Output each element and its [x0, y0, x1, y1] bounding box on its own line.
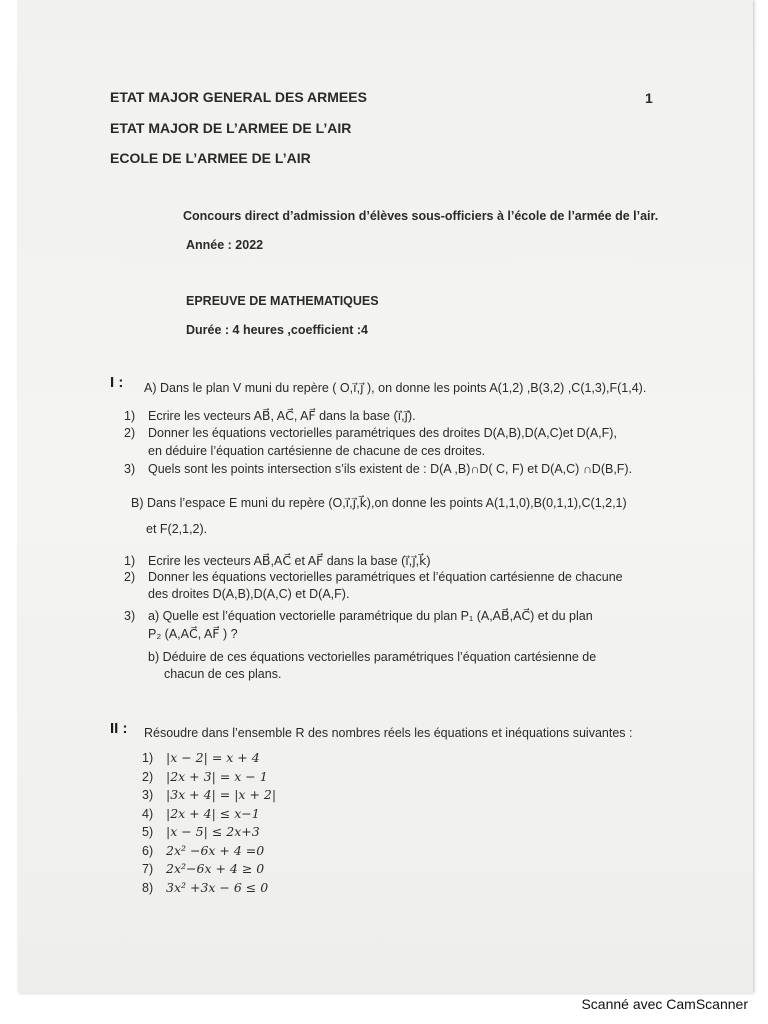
list-item: 4) |2x + 4| ≤ x−1 [142, 805, 260, 821]
list-item: chacun de ces plans. [164, 667, 282, 681]
list-item: b) Déduire de ces équations vectorielles paramétriques l’équation cartésienne de [148, 650, 597, 664]
section-1b-list [124, 553, 623, 684]
section-2-intro: Résoudre dans l’ensemble R des nombres réels les équations et inéquations suivantes : [144, 726, 633, 740]
header-line-1: ETAT MAJOR GENERAL DES ARMEES [110, 89, 367, 105]
header-line-3: ECOLE DE L’ARMEE DE L’AIR [110, 150, 311, 166]
page-number: 1 [645, 90, 653, 106]
camscanner-watermark: Scanné avec CamScanner [581, 996, 748, 1012]
list-item: 7) 2x²−6x + 4 ≥ 0 [142, 861, 265, 876]
header-line-2: ETAT MAJOR DE L’ARMEE DE L’AIR [110, 120, 352, 136]
list-item: 1) Ecrire les vecteurs AB⃗, AC⃗, AF⃗ dans la base (i⃗,j⃗). [124, 409, 416, 423]
exam-duration: Durée : 4 heures ,coefficient :4 [186, 323, 369, 337]
list-item: 1) Ecrire les vecteurs AB⃗,AC⃗ et AF⃗ dans la base (i⃗,j⃗,k⃗) [124, 554, 431, 568]
exam-subject: EPREUVE DE MATHEMATIQUES [186, 294, 379, 308]
list-item: en déduire l’équation cartésienne de chacune de ces droites. [148, 444, 486, 458]
list-item: 6) 2x² −6x + 4 =0 [142, 842, 265, 858]
section-1b-intro-line2: et F(2,1,2). [146, 522, 208, 536]
section-1a-list [124, 408, 632, 480]
list-item: 8) 3x² +3x − 6 ≤ 0 [142, 879, 269, 895]
list-item: des droites D(A,B),D(A,C) et D(A,F). [148, 587, 350, 601]
list-item: 2) Donner les équations vectorielles paramétriques et l’équation cartésienne de chacune [124, 570, 623, 584]
list-item: 1) |x − 2| = x + 4 [142, 750, 260, 765]
section-1-label: I : [110, 374, 124, 391]
section-1a-intro: A) Dans le plan V muni du repère ( O,i⃗,j⃗ ), on donne les points A(1,2) ,B(3,2) ,C(1,3),F(1,4). [144, 381, 647, 395]
list-item: 3) a) Quelle est l’équation vectorielle paramétrique du plan P₁ (A,AB⃗,AC⃗) et du plan [124, 609, 593, 623]
list-item: 3) Quels sont les points intersection s’ils existent de : D(A ,B)∩D( C, F) et D(A,C) ∩D(B,F). [124, 462, 633, 476]
section-2-list [142, 750, 276, 898]
section-2-label: II : [110, 720, 128, 737]
exam-year: Année : 2022 [186, 238, 264, 252]
section-1b-intro-line1: B) Dans l’espace E muni du repère (O,i⃗,j⃗,k⃗),on donne les points A(1,1,0),B(0,1,1),C(1,2,1) [131, 496, 627, 510]
exam-title: Concours direct d’admission d’élèves sous-officiers à l’école de l’armée de l’air. [183, 209, 659, 223]
list-item: 5) |x − 5| ≤ 2x+3 [142, 824, 260, 839]
list-item: 2) |2x + 3| = x − 1 [142, 768, 268, 784]
list-item: 3) |3x + 4| = |x + 2| [142, 787, 277, 802]
list-item: 2) Donner les équations vectorielles paramétriques des droites D(A,B),D(A,C)et D(A,F), [124, 426, 617, 440]
list-item: P₂ (A,AC⃗, AF⃗ ) ? [148, 627, 238, 641]
